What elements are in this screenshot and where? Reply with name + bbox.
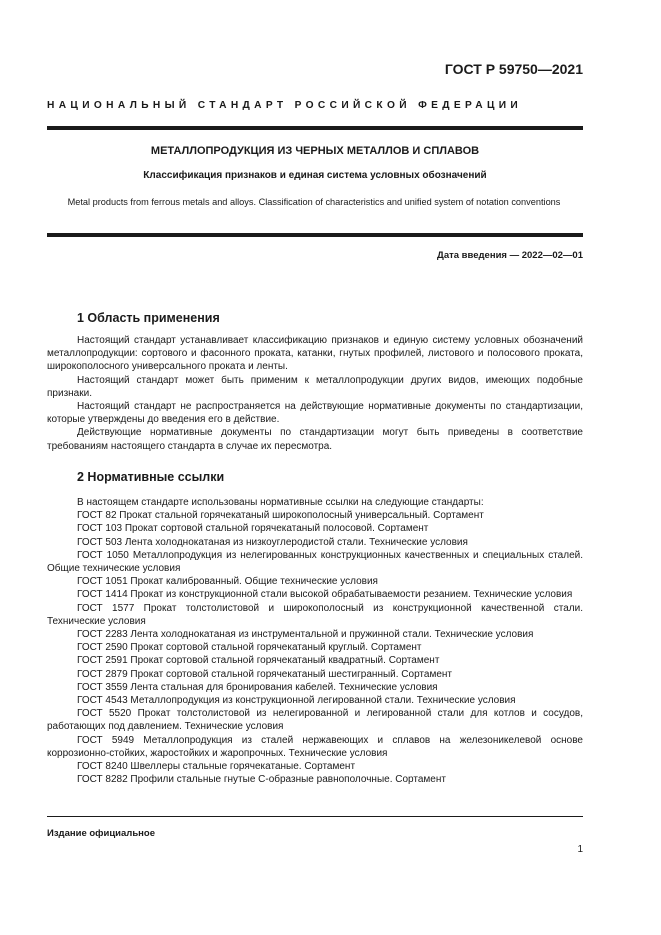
title-rule	[47, 233, 583, 237]
reference-item: ГОСТ 1577 Прокат толстолистовой и широкополосный из конструкционной качественной стали. Технические условия	[47, 602, 583, 627]
reference-item: ГОСТ 2590 Прокат сортовой стальной горячекатаный круглый. Сортамент	[77, 642, 422, 654]
reference-item: ГОСТ 5520 Прокат толстолистовой из нелегированной и легированной стали для котлов и сосудов, работающих под давлением. Технические условия	[47, 708, 583, 733]
document-title: МЕТАЛЛОПРОДУКЦИЯ ИЗ ЧЕРНЫХ МЕТАЛЛОВ И СПЛАВОВ	[150, 145, 480, 157]
reference-item: ГОСТ 8282 Профили стальные гнутые С-образные равнополочные. Сортамент	[77, 774, 446, 786]
introduction-date: Дата введения — 2022—02—01	[437, 250, 583, 261]
paragraph: Настоящий стандарт устанавливает классификацию признаков и единую систему условных обозначений металлопродукции: сортового и фасонного проката, катанки, гнутых профилей, листового и полосового проката, широкополосного универсального проката и ленты.	[47, 335, 583, 373]
reference-item: ГОСТ 2879 Прокат сортовой стальной горячекатаный шестигранный. Сортамент	[77, 668, 452, 680]
paragraph: Действующие нормативные документы по стандартизации могут быть приведены в соответствие требованиям настоящего стандарта в случае их пересмотра.	[47, 427, 583, 452]
section-1-body	[47, 334, 583, 453]
header-rule	[47, 126, 583, 130]
reference-item: ГОСТ 1050 Металлопродукция из нелегированных конструкционных качественных и специальных сталей. Общие технические условия	[47, 549, 583, 575]
reference-item: ГОСТ 503 Лента холоднокатаная из низкоуглеродистой стали. Технические условия	[77, 536, 468, 548]
english-title: Metal products from ferrous metals and alloys. Classification of characteristics and unified system of notation conventions	[67, 197, 561, 207]
references-intro: В настоящем стандарте использованы нормативные ссылки на следующие стандарты:	[77, 497, 484, 508]
paragraph: Настоящий стандарт может быть применим к металлопродукции других видов, имеющих подобные признаки.	[47, 374, 583, 399]
reference-item: ГОСТ 5949 Металлопродукция из сталей нержавеющих и сплавов на железоникелевой основе коррозионно-стойких, жаростойких и жаропрочных. Технические условия	[47, 734, 583, 759]
reference-item: ГОСТ 8240 Швеллеры стальные горячекатаные. Сортамент	[77, 761, 356, 773]
reference-item: ГОСТ 1051 Прокат калиброванный. Общие технические условия	[77, 576, 378, 588]
reference-item: ГОСТ 103 Прокат сортовой стальной горячекатаный полосовой. Сортамент	[77, 523, 429, 535]
reference-item: ГОСТ 4543 Металлопродукция из конструкционной легированной стали. Технические условия	[77, 695, 516, 707]
section-1-title: 1 Область применения	[77, 311, 220, 325]
reference-item: ГОСТ 3559 Лента стальная для бронирования кабелей. Технические условия	[77, 681, 438, 693]
reference-item: ГОСТ 2283 Лента холоднокатаная из инструментальной и пружинной стали. Технические условия	[77, 629, 534, 641]
section-2-title: 2 Нормативные ссылки	[77, 470, 225, 484]
normative-references	[47, 496, 583, 786]
official-edition-label: Издание официальное	[47, 828, 155, 839]
paragraph: Настоящий стандарт не распространяется на действующие нормативные документы по стандартизации, которые утверждены до введения его в действие.	[47, 401, 583, 426]
reference-item: ГОСТ 82 Прокат стальной горячекатаный широкополосный универсальный. Сортамент	[77, 510, 484, 522]
footer-rule	[47, 816, 583, 817]
standard-code: ГОСТ Р 59750—2021	[444, 61, 583, 77]
page-number: 1	[577, 844, 583, 855]
national-standard-header: НАЦИОНАЛЬНЫЙ СТАНДАРТ РОССИЙСКОЙ ФЕДЕРАЦИИ	[47, 100, 523, 111]
reference-item: ГОСТ 2591 Прокат сортовой стальной горячекатаный квадратный. Сортамент	[77, 655, 440, 667]
document-subtitle: Классификация признаков и единая система условных обозначений	[143, 170, 487, 181]
reference-item: ГОСТ 1414 Прокат из конструкционной стали высокой обрабатываемости резанием. Технические условия	[77, 589, 573, 601]
